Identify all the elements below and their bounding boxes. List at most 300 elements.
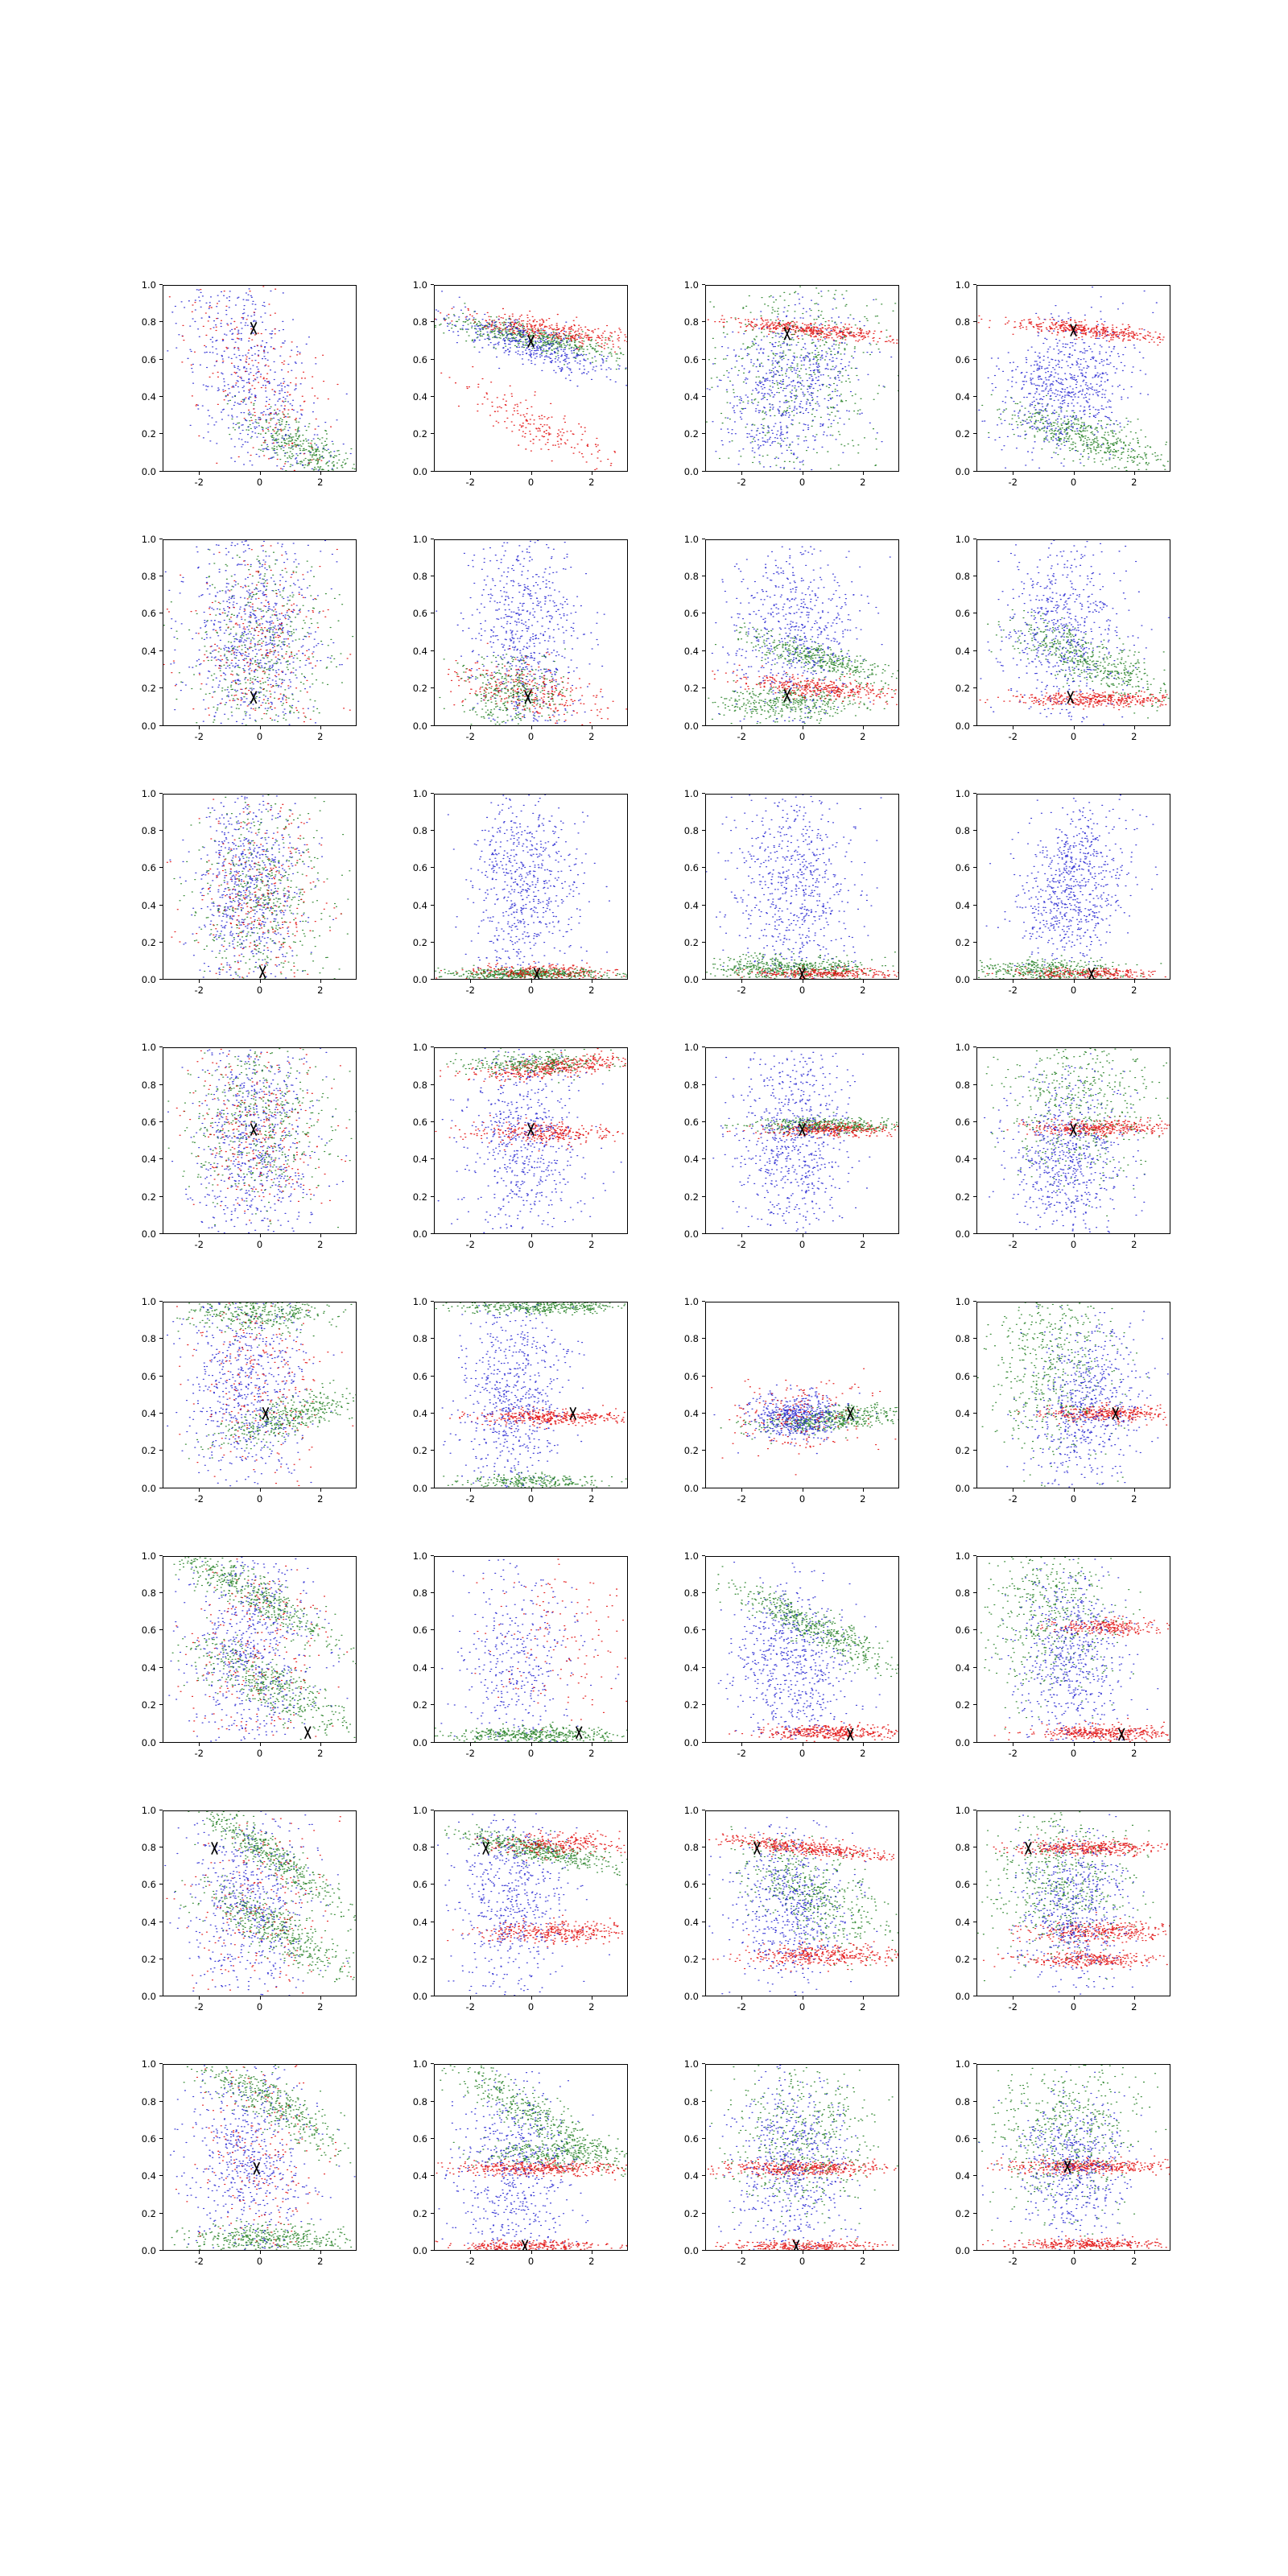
x-tick-mark	[863, 472, 864, 475]
scatter-points	[435, 540, 627, 725]
x-tick-mark	[320, 2251, 321, 2254]
plot-area	[163, 1556, 357, 1743]
y-tick-label: 1.0	[141, 279, 156, 291]
y-tick-mark	[973, 2213, 976, 2214]
y-tick-mark	[702, 1704, 705, 1705]
y-tick-label: 0.4	[955, 1408, 970, 1420]
y-tick-label: 0.2	[683, 2207, 699, 2219]
y-tick-mark	[159, 1413, 163, 1414]
y-tick-mark	[702, 1084, 705, 1085]
y-tick-mark	[431, 1704, 434, 1705]
series-cloud	[170, 795, 333, 977]
x-tick-label: 2	[588, 476, 595, 488]
y-tick-label: 0.2	[141, 428, 156, 440]
y-tick-mark	[431, 396, 434, 397]
y-tick-label: 1.0	[141, 1804, 156, 1816]
y-tick-label: 0.6	[955, 608, 970, 620]
x-tick-label: 0	[799, 1747, 806, 1759]
x-tick-label: 2	[588, 1492, 595, 1505]
series-cloud	[165, 1811, 348, 1996]
y-tick-label: 0.6	[955, 1624, 970, 1637]
y-tick-mark	[159, 1301, 163, 1302]
y-tick-mark	[973, 2063, 976, 2064]
x-tick-mark	[199, 1488, 200, 1492]
y-tick-mark	[973, 1338, 976, 1339]
y-tick-label: 0.8	[141, 316, 156, 328]
y-tick-label: 0.2	[955, 1445, 970, 1457]
y-tick-label: 0.6	[412, 353, 427, 365]
marker-x-icon	[570, 1407, 576, 1419]
scatter-points	[977, 540, 1170, 725]
x-tick-label: 0	[256, 1239, 263, 1250]
subplot-r4-c2	[392, 1044, 633, 1278]
x-tick-mark	[470, 980, 471, 983]
x-tick-mark	[1134, 1996, 1135, 2000]
subplot-r1-c2	[392, 279, 633, 515]
y-tick-label: 0.2	[683, 1699, 699, 1711]
series-cloud	[450, 1406, 625, 1429]
x-tick-label: 0	[256, 2001, 263, 2013]
y-tick-mark	[159, 1629, 163, 1630]
marker-x-icon	[848, 1728, 853, 1740]
x-tick-mark	[863, 726, 864, 729]
y-tick-label: 0.2	[955, 936, 970, 948]
y-tick-mark	[431, 725, 434, 726]
y-tick-mark	[702, 1413, 705, 1414]
series-cloud	[980, 1557, 1141, 1729]
x-tick-mark	[470, 2251, 471, 2254]
x-tick-label: 0	[799, 476, 806, 488]
y-tick-mark	[159, 284, 163, 285]
y-tick-mark	[159, 2250, 163, 2251]
y-tick-mark	[973, 284, 976, 285]
y-tick-label: 0.8	[955, 824, 970, 836]
plot-area	[976, 285, 1170, 472]
series-cloud	[985, 1054, 1146, 1232]
x-tick-mark	[1134, 726, 1135, 729]
plot-area	[976, 539, 1170, 726]
y-tick-label: 0.4	[141, 391, 156, 403]
y-tick-label: 1.0	[955, 279, 970, 291]
plot-area	[163, 539, 357, 726]
y-tick-mark	[702, 1196, 705, 1197]
y-tick-mark	[702, 867, 705, 868]
y-tick-label: 0.6	[141, 1624, 156, 1637]
x-tick-label: 2	[317, 2001, 324, 2013]
y-tick-mark	[973, 359, 976, 360]
y-tick-mark	[431, 1084, 434, 1085]
y-tick-label: 1.0	[141, 1042, 156, 1054]
y-tick-mark	[431, 2213, 434, 2214]
x-tick-label: -2	[737, 476, 746, 488]
y-tick-label: 0.6	[683, 2132, 699, 2145]
x-tick-label: -2	[194, 476, 204, 488]
subplot-grid	[121, 279, 1175, 2294]
y-tick-mark	[702, 321, 705, 322]
y-tick-label: 0.2	[683, 1445, 699, 1457]
x-tick-label: 0	[1070, 1239, 1077, 1250]
y-tick-mark	[159, 1121, 163, 1122]
y-tick-label: 0.4	[955, 1916, 970, 1928]
x-tick-label: 0	[1070, 730, 1077, 742]
y-tick-label: 1.0	[955, 533, 970, 545]
subplot-r6-c2	[392, 1550, 633, 1786]
x-tick-mark	[260, 1488, 261, 1492]
y-tick-label: 0.8	[955, 2095, 970, 2107]
y-tick-mark	[159, 321, 163, 322]
y-tick-mark	[702, 1233, 705, 1234]
y-tick-mark	[973, 2138, 976, 2139]
y-tick-label: 0.2	[412, 1953, 427, 1965]
x-tick-label: -2	[1008, 476, 1018, 488]
y-tick-mark	[973, 1629, 976, 1630]
x-tick-label: -2	[737, 1747, 746, 1759]
y-tick-mark	[159, 793, 163, 794]
series-cloud	[225, 396, 355, 471]
y-tick-label: 0.2	[955, 1953, 970, 1965]
y-tick-label: 0.4	[683, 2170, 699, 2182]
series-cloud	[441, 367, 616, 470]
y-tick-label: 0.4	[955, 1154, 970, 1166]
y-tick-label: 0.8	[141, 571, 156, 583]
plot-area	[976, 1810, 1170, 1997]
y-tick-label: 0.4	[955, 391, 970, 403]
x-tick-label: 2	[1131, 1239, 1137, 1250]
subplot-r2-c4	[935, 533, 1175, 770]
y-tick-label: 0.8	[412, 571, 427, 583]
x-tick-label: -2	[194, 730, 204, 742]
series-cloud	[978, 2065, 1166, 2243]
x-tick-label: 0	[256, 730, 263, 742]
y-tick-label: 0.0	[412, 1228, 427, 1240]
y-tick-label: 0.2	[141, 1953, 156, 1965]
series-cloud	[706, 795, 881, 980]
y-tick-label: 0.8	[683, 1333, 699, 1345]
series-cloud	[1007, 1117, 1170, 1139]
x-tick-label: 2	[317, 2256, 324, 2267]
x-tick-label: -2	[194, 1747, 204, 1759]
x-tick-mark	[863, 1488, 864, 1492]
series-cloud	[718, 1562, 880, 1739]
series-cloud	[444, 1470, 626, 1488]
series-cloud	[1009, 1912, 1170, 1947]
x-tick-mark	[531, 1743, 532, 1746]
x-tick-label: 0	[527, 476, 535, 488]
marker-x-icon	[212, 1842, 217, 1854]
y-tick-mark	[159, 471, 163, 472]
series-cloud	[436, 965, 627, 979]
series-cloud	[716, 623, 898, 691]
y-tick-mark	[431, 1742, 434, 1743]
plot-area	[163, 794, 357, 980]
x-tick-label: 0	[256, 985, 263, 997]
series-cloud	[176, 1048, 347, 1220]
subplot-r8-c4	[935, 2058, 1175, 2294]
y-tick-mark	[159, 433, 163, 434]
plot-area	[976, 794, 1170, 980]
series-cloud	[708, 2159, 896, 2182]
y-tick-label: 0.6	[955, 2132, 970, 2145]
y-tick-label: 1.0	[412, 1804, 427, 1816]
plot-area	[705, 1556, 899, 1743]
series-cloud	[436, 961, 625, 978]
subplot-r7-c4	[935, 1804, 1175, 2041]
y-tick-label: 0.2	[141, 1699, 156, 1711]
y-tick-label: 0.8	[412, 2095, 427, 2107]
x-tick-label: 2	[317, 985, 324, 997]
y-tick-mark	[431, 1158, 434, 1159]
y-tick-mark	[973, 1376, 976, 1377]
marker-x-icon	[1088, 968, 1094, 979]
scatter-points	[706, 1557, 898, 1742]
x-tick-label: 0	[256, 1492, 263, 1505]
y-tick-label: 0.6	[412, 1879, 427, 1891]
y-tick-label: 1.0	[955, 1550, 970, 1562]
x-tick-label: 2	[317, 730, 324, 742]
x-tick-mark	[470, 1234, 471, 1237]
x-tick-label: 0	[256, 2256, 263, 2267]
y-tick-mark	[431, 1592, 434, 1593]
series-cloud	[982, 394, 1168, 470]
y-tick-mark	[973, 2101, 976, 2102]
subplot-r7-c3	[663, 1804, 904, 2041]
y-tick-label: 1.0	[412, 1042, 427, 1054]
plot-area	[163, 1047, 357, 1234]
y-tick-label: 0.6	[412, 1116, 427, 1128]
plot-area	[434, 539, 628, 726]
y-tick-label: 0.4	[141, 1154, 156, 1166]
x-tick-label: 2	[588, 2256, 595, 2267]
x-tick-label: 2	[1131, 2001, 1137, 2013]
scatter-points	[977, 795, 1170, 980]
subplot-r8-c3	[663, 2058, 904, 2294]
marker-x-icon	[250, 322, 256, 334]
subplot-r3-c3	[663, 787, 904, 1024]
series-cloud	[163, 550, 353, 725]
y-tick-mark	[159, 2138, 163, 2139]
y-tick-mark	[702, 2175, 705, 2176]
x-tick-label: 2	[317, 476, 324, 488]
x-tick-mark	[863, 1996, 864, 2000]
y-tick-label: 0.8	[955, 1841, 970, 1853]
y-tick-mark	[973, 1555, 976, 1556]
y-tick-label: 0.6	[683, 353, 699, 365]
y-tick-label: 0.0	[141, 465, 156, 477]
y-tick-label: 1.0	[955, 787, 970, 799]
y-tick-mark	[159, 1667, 163, 1668]
plot-area	[705, 2064, 899, 2251]
y-tick-label: 1.0	[683, 1550, 699, 1562]
y-tick-label: 0.8	[955, 1333, 970, 1345]
x-tick-mark	[741, 2251, 742, 2254]
subplot-r2-c2	[392, 533, 633, 770]
y-tick-mark	[702, 433, 705, 434]
y-tick-mark	[431, 2063, 434, 2064]
x-tick-label: -2	[465, 476, 475, 488]
y-tick-mark	[431, 830, 434, 831]
y-tick-label: 0.6	[412, 608, 427, 620]
y-tick-label: 0.2	[141, 683, 156, 695]
plot-area	[434, 2064, 628, 2251]
y-tick-label: 1.0	[683, 2058, 699, 2070]
plot-area	[434, 1810, 628, 1997]
y-tick-mark	[973, 793, 976, 794]
y-tick-label: 0.0	[141, 1736, 156, 1748]
y-tick-label: 0.4	[683, 1662, 699, 1674]
scatter-points	[706, 540, 898, 725]
series-cloud	[706, 287, 898, 469]
y-tick-label: 0.2	[683, 683, 699, 695]
y-tick-label: 0.0	[955, 974, 970, 986]
scatter-points	[435, 795, 627, 980]
x-tick-label: 2	[860, 1747, 866, 1759]
y-tick-label: 0.4	[683, 1408, 699, 1420]
y-tick-mark	[159, 2101, 163, 2102]
y-tick-label: 0.4	[141, 645, 156, 657]
series-cloud	[436, 2240, 627, 2250]
y-tick-mark	[973, 1233, 976, 1234]
series-cloud	[440, 649, 571, 724]
y-tick-mark	[702, 979, 705, 980]
scatter-points	[706, 286, 898, 471]
y-tick-label: 0.2	[955, 2207, 970, 2219]
series-cloud	[445, 1824, 627, 1884]
y-tick-label: 0.8	[683, 1841, 699, 1853]
plot-area	[434, 285, 628, 472]
y-tick-mark	[702, 905, 705, 906]
x-tick-mark	[741, 980, 742, 983]
y-tick-label: 0.8	[955, 1587, 970, 1600]
y-tick-label: 1.0	[683, 1804, 699, 1816]
y-tick-label: 1.0	[412, 279, 427, 291]
scatter-points	[163, 1557, 356, 1742]
y-tick-label: 0.4	[412, 899, 427, 911]
y-tick-mark	[431, 471, 434, 472]
y-tick-label: 0.4	[683, 899, 699, 911]
series-cloud	[987, 968, 1166, 979]
y-tick-label: 0.4	[412, 1154, 427, 1166]
scatter-points	[435, 1302, 627, 1488]
y-tick-label: 0.0	[412, 1482, 427, 1494]
y-tick-mark	[702, 1046, 705, 1047]
y-tick-mark	[431, 650, 434, 651]
y-tick-mark	[431, 284, 434, 285]
y-tick-mark	[973, 687, 976, 688]
y-tick-mark	[702, 1629, 705, 1630]
y-tick-label: 0.6	[141, 2132, 156, 2145]
x-tick-mark	[470, 726, 471, 729]
series-cloud	[709, 1817, 877, 1995]
y-tick-mark	[431, 687, 434, 688]
x-tick-mark	[199, 1743, 200, 1746]
y-tick-mark	[159, 687, 163, 688]
y-tick-mark	[973, 725, 976, 726]
y-tick-label: 0.8	[683, 824, 699, 836]
plot-area	[976, 1556, 1170, 1743]
y-tick-label: 0.4	[141, 899, 156, 911]
y-tick-mark	[431, 1196, 434, 1197]
plot-area	[976, 1047, 1170, 1234]
y-tick-label: 0.8	[955, 571, 970, 583]
scatter-points	[435, 1557, 627, 1742]
y-tick-label: 0.8	[955, 316, 970, 328]
x-tick-label: 2	[860, 730, 866, 742]
series-cloud	[169, 287, 337, 471]
series-cloud	[710, 2066, 861, 2250]
y-tick-label: 0.6	[955, 353, 970, 365]
subplot-r4-c4	[935, 1044, 1175, 1278]
x-tick-label: 2	[860, 2256, 866, 2267]
y-tick-label: 0.2	[955, 1699, 970, 1711]
x-tick-label: -2	[1008, 2256, 1018, 2267]
y-tick-label: 0.0	[412, 465, 427, 477]
plot-area	[705, 1047, 899, 1234]
y-tick-mark	[702, 793, 705, 794]
x-tick-label: -2	[737, 985, 746, 997]
series-cloud	[163, 545, 350, 721]
x-tick-label: 2	[1131, 1747, 1137, 1759]
scatter-points	[163, 1302, 356, 1488]
x-tick-label: -2	[737, 1239, 746, 1250]
scatter-points	[435, 1811, 627, 1996]
y-tick-mark	[431, 2138, 434, 2139]
y-tick-mark	[973, 2175, 976, 2176]
y-tick-label: 0.8	[412, 824, 427, 836]
x-tick-mark	[741, 1234, 742, 1237]
x-tick-label: -2	[1008, 1747, 1018, 1759]
x-tick-mark	[1074, 1488, 1075, 1492]
y-tick-label: 0.4	[141, 1916, 156, 1928]
scatter-points	[435, 1048, 627, 1233]
x-tick-label: 0	[799, 2001, 806, 2013]
y-tick-label: 0.6	[683, 608, 699, 620]
series-cloud	[716, 2239, 893, 2250]
x-tick-mark	[320, 1488, 321, 1492]
y-tick-label: 0.2	[412, 1445, 427, 1457]
y-tick-label: 0.6	[412, 1370, 427, 1382]
y-tick-label: 1.0	[412, 1550, 427, 1562]
scatter-points	[435, 2065, 627, 2250]
scatter-points	[163, 1048, 356, 1233]
y-tick-mark	[702, 284, 705, 285]
marker-x-icon	[305, 1726, 311, 1738]
y-tick-label: 0.2	[955, 683, 970, 695]
series-cloud	[167, 1303, 334, 1486]
y-tick-label: 1.0	[683, 533, 699, 545]
y-tick-mark	[431, 1121, 434, 1122]
x-tick-label: -2	[1008, 985, 1018, 997]
y-tick-label: 1.0	[955, 1296, 970, 1307]
series-cloud	[978, 316, 1164, 345]
x-tick-mark	[199, 980, 200, 983]
marker-x-icon	[525, 691, 530, 703]
y-tick-mark	[973, 1158, 976, 1159]
series-cloud	[708, 675, 887, 724]
y-tick-label: 0.0	[955, 465, 970, 477]
y-tick-label: 0.0	[955, 1991, 970, 2003]
x-tick-mark	[1134, 1743, 1135, 1746]
plot-area	[163, 2064, 357, 2251]
x-tick-label: 2	[588, 730, 595, 742]
y-tick-mark	[431, 942, 434, 943]
y-tick-label: 0.8	[683, 571, 699, 583]
x-tick-label: -2	[737, 2256, 746, 2267]
y-tick-label: 0.2	[141, 1445, 156, 1457]
x-tick-mark	[1134, 472, 1135, 475]
y-tick-label: 1.0	[141, 533, 156, 545]
y-tick-mark	[973, 1121, 976, 1122]
series-cloud	[177, 1302, 352, 1345]
